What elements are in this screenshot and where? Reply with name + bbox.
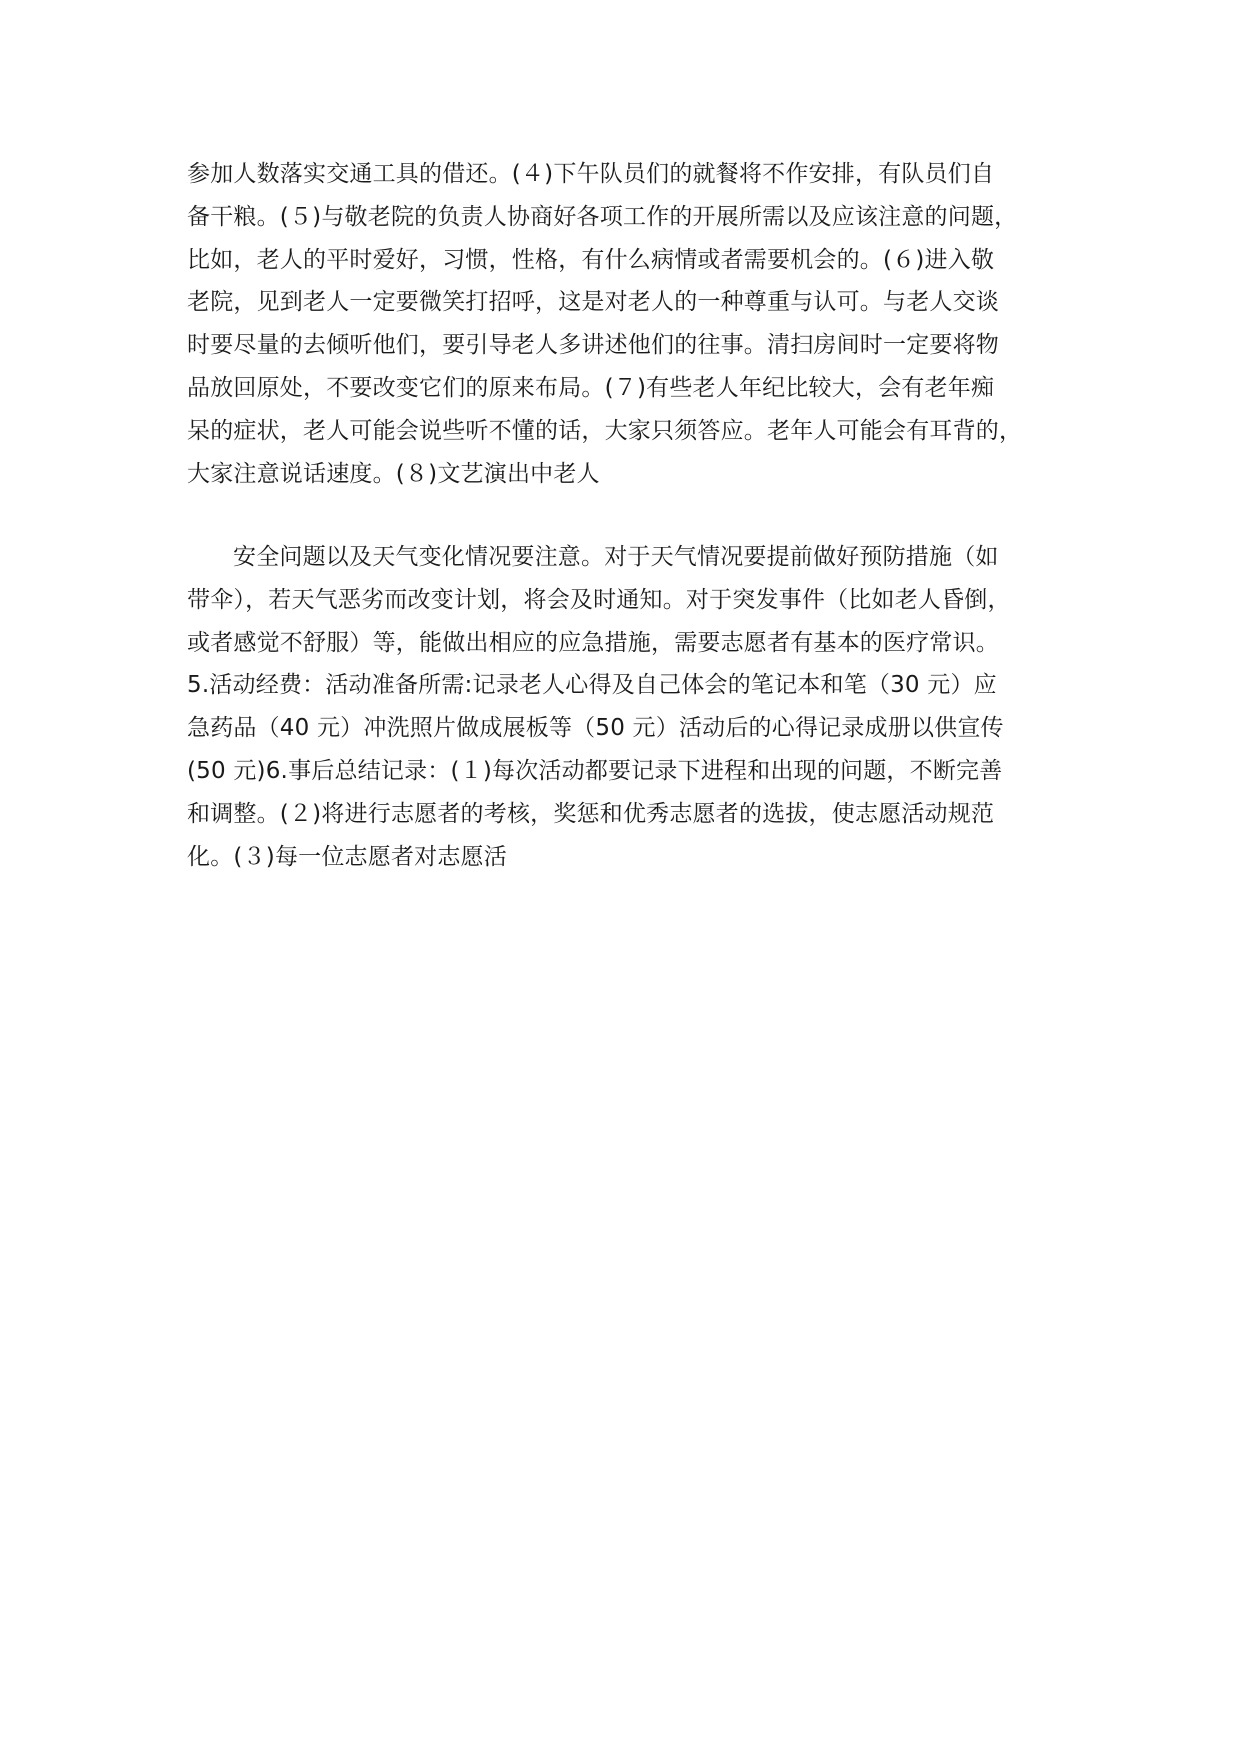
text-line: 和调整。(２)将进行志愿者的考核，奖惩和优秀志愿者的选拔，使志愿活动规范: [187, 800, 995, 827]
text-line: 带伞），若天气恶劣而改变计划，将会及时通知。对于突发事件（比如老人昏倒，: [187, 586, 1011, 613]
text-line: 备干粮。(５)与敬老院的负责人协商好各项工作的开展所需以及应该注意的问题，: [187, 203, 1018, 230]
text-line: 急药品（40 元）冲洗照片做成展板等（50 元）活动后的心得记录成册以供宣传: [187, 715, 1004, 742]
text-line: 5.活动经费：活动准备所需:记录老人心得及自己体会的笔记本和笔（30 元）应: [187, 672, 997, 699]
paragraph-volunteer-arrangements: [187, 153, 1067, 495]
text-line: 老院，见到老人一定要微笑打招呼，这是对老人的一种尊重与认可。与老人交谈: [187, 289, 999, 316]
text-line: 或者感觉不舒服）等，能做出相应的应急措施，需要志愿者有基本的医疗常识。: [187, 629, 999, 656]
paragraph-safety-and-budget: [187, 536, 1067, 878]
text-line: [187, 536, 1067, 579]
text-line: (50 元)6.事后总结记录：(１)每次活动都要记录下进程和出现的问题，不断完善: [187, 757, 1003, 784]
text-line-content: 安全问题以及天气变化情况要注意。对于天气情况要提前做好预防措施（如: [233, 544, 999, 570]
text-line: 参加人数落实交通工具的借还。(４)下午队员们的就餐将不作安排，有队员们自: [187, 161, 995, 187]
text-line: 化。(３)每一位志愿者对志愿活: [187, 843, 507, 870]
text-line: 品放回原处，不要改变它们的原来布局。(７)有些老人年纪比较大，会有老年痴: [187, 374, 995, 401]
text-line: 大家注意说话速度。(８)文艺演出中老人: [187, 460, 600, 487]
text-line: 呆的症状，老人可能会说些听不懂的话，大家只须答应。老年人可能会有耳背的，: [187, 417, 1023, 444]
text-line: 时要尽量的去倾听他们，要引导老人多讲述他们的往事。清扫房间时一定要将物: [187, 332, 999, 359]
text-line: 比如，老人的平时爱好，习惯，性格，有什么病情或者需要机会的。(６)进入敬: [187, 246, 995, 273]
